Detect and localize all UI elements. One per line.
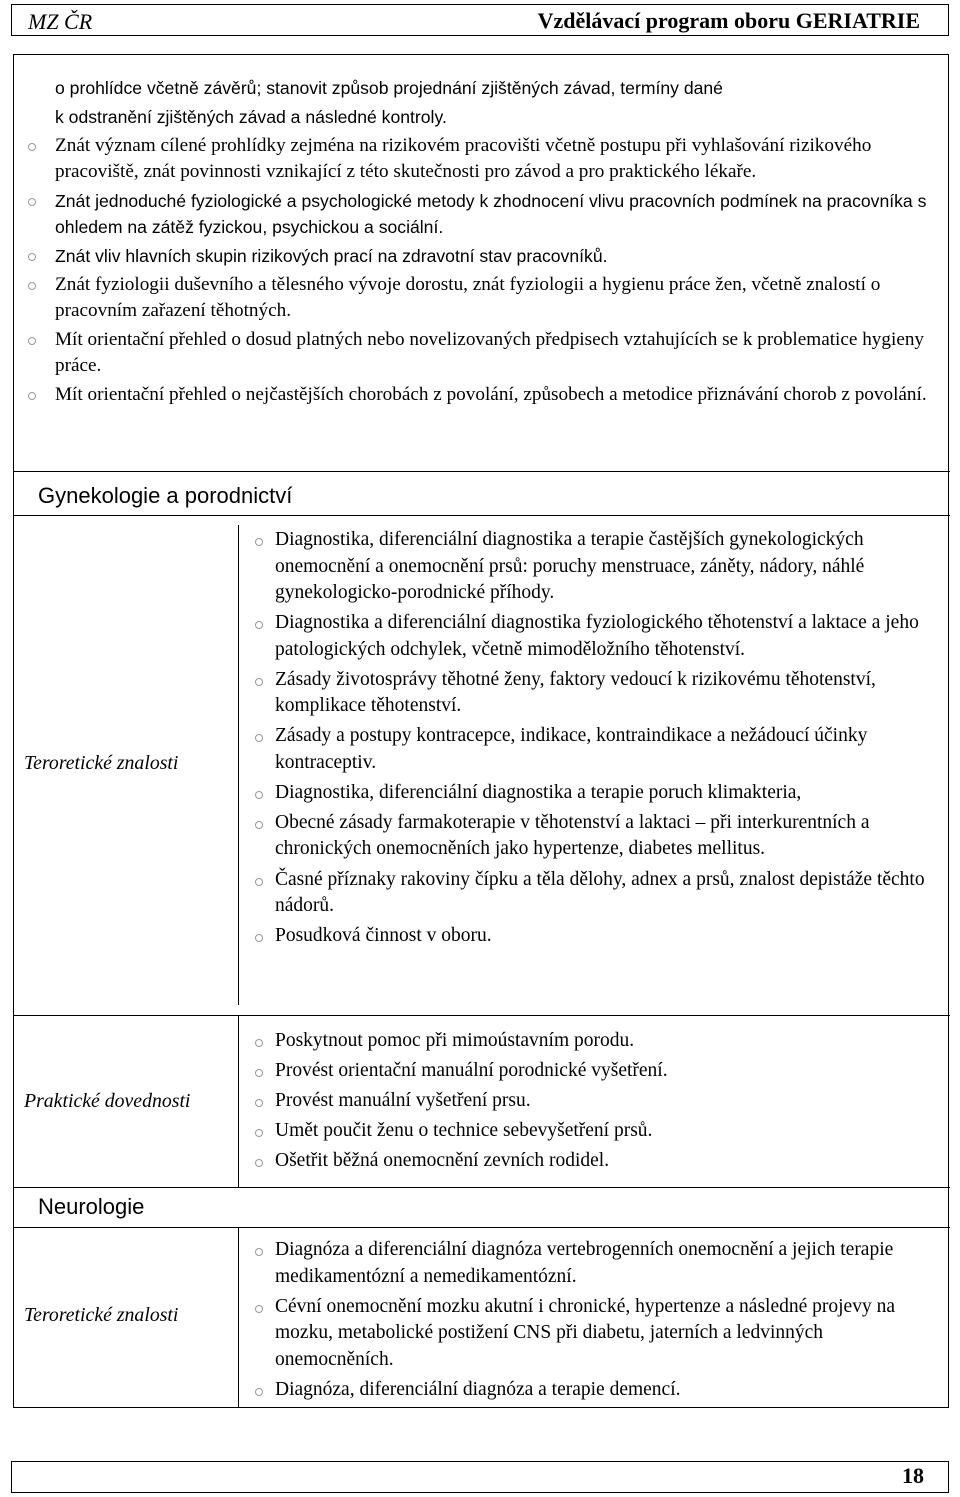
gyn-theory-cell	[239, 527, 944, 953]
intro-continuation-line: o prohlídce včetně závěrů; stanovit způsob projednání zjištěných závad, termíny dané	[55, 78, 723, 98]
bullet-icon	[255, 1099, 263, 1107]
bullet-icon	[255, 791, 263, 799]
list-item: Poskytnout pomoc při mimoústavním porodu.	[239, 1028, 944, 1055]
list-item: Diagnostika a diferenciální diagnostika fyziologického těhotenství a laktace a jeho patologických odchylek, včetně mimoděložního těhotenství.	[239, 610, 944, 663]
bullet-icon	[255, 821, 263, 829]
list-item: Znát jednoduché fyziologické a psychologické metody k zhodnocení vlivu pracovních podmínek na pracovníka s ohledem na zátěž fyzickou, psychickou a sociální.	[14, 188, 950, 240]
divider	[14, 1187, 950, 1188]
list-item: Provést manuální vyšetření prsu.	[239, 1088, 944, 1115]
intro-continuation-line: k odstranění zjištěných závad a následné kontroly.	[55, 107, 447, 127]
divider	[14, 515, 950, 516]
page-number: 18	[902, 1463, 924, 1488]
divider	[14, 1227, 950, 1228]
page-footer	[11, 1461, 949, 1493]
list-item: Mít orientační přehled o dosud platných nebo novelizovaných předpisech vztahujících se k problematice hygieny práce.	[14, 327, 950, 379]
intro-section	[14, 75, 950, 411]
bullet-icon	[28, 253, 36, 261]
list-item: Diagnóza, diferenciální diagnóza a terapie demencí.	[239, 1377, 944, 1404]
bullet-icon	[255, 1388, 263, 1396]
list-item: Znát vliv hlavních skupin rizikových prací na zdravotní stav pracovníků.	[14, 243, 950, 269]
list-item: Obecné zásady farmakoterapie v těhotenství a laktaci – při interkurentních a chronických onemocněních jako hypertenze, diabetes mellitus.	[239, 810, 944, 863]
bullet-icon	[28, 282, 36, 290]
row-label-theory: Teroretické znalosti	[24, 752, 179, 774]
bullet-icon	[255, 678, 263, 686]
bullet-icon	[255, 1159, 263, 1167]
list-item: Posudková činnost v oboru.	[239, 923, 944, 950]
section-title-neurology: Neurologie	[38, 1194, 145, 1219]
bullet-icon	[255, 934, 263, 942]
content-frame	[13, 54, 949, 1408]
divider	[14, 1015, 950, 1016]
neuro-theory-cell	[239, 1237, 944, 1407]
divider	[14, 471, 950, 472]
list-item: Diagnóza a diferenciální diagnóza vertebrogenních onemocnění a jejich terapie medikamentózní a nemedikamentózní.	[239, 1237, 944, 1290]
gyn-theory-list	[239, 527, 944, 950]
list-item: Znát fyziologii duševního a tělesného vývoje dorostu, znát fyziologii a hygienu práce žen, včetně znalostí o pracovním zařazení těhotných.	[14, 272, 950, 324]
bullet-icon	[28, 143, 36, 151]
list-item: Umět poučit ženu o technice sebevyšetření prsů.	[239, 1118, 944, 1145]
gyn-practice-cell	[239, 1028, 944, 1178]
bullet-icon	[255, 1069, 263, 1077]
list-item: Znát význam cílené prohlídky zejména na rizikovém pracovišti včetně postupu při vyhlašování rizikového pracoviště, znát povinnosti vznikající z této skutečnosti pro závod a pro praktického lékaře.	[14, 133, 950, 185]
neuro-theory-list	[239, 1237, 944, 1403]
list-item: Zásady životosprávy těhotné ženy, faktory vedoucí k rizikovému těhotenství, komplikace těhotenství.	[239, 667, 944, 720]
header-program-title: Vzdělávací program oboru GERIATRIE	[537, 8, 920, 33]
bullet-icon	[255, 734, 263, 742]
bullet-icon	[255, 621, 263, 629]
list-item: Mít orientační přehled o nejčastějších chorobách z povolání, způsobech a metodice přiznávání chorob z povolání.	[14, 382, 950, 408]
list-item: Provést orientační manuální porodnické vyšetření.	[239, 1058, 944, 1085]
list-item: Zásady a postupy kontracepce, indikace, kontraindikace a nežádoucí účinky kontraceptiv.	[239, 723, 944, 776]
row-label-theory: Teroretické znalosti	[24, 1304, 179, 1326]
bullet-icon	[28, 337, 36, 345]
list-item: Časné příznaky rakoviny čípku a těla dělohy, adnex a prsů, znalost depistáže těchto nádorů.	[239, 867, 944, 920]
bullet-icon	[255, 878, 263, 886]
list-item: Diagnostika, diferenciální diagnostika a terapie častějších gynekologických onemocnění a onemocnění prsů: poruchy menstruace, záněty, nádory, náhlé gynekologicko-porodnické příhody.	[239, 527, 944, 607]
list-item: Ošetřit běžná onemocnění zevních rodidel.	[239, 1148, 944, 1175]
page-header	[11, 4, 949, 36]
bullet-icon	[28, 392, 36, 400]
intro-list	[14, 133, 950, 408]
header-ministry: MZ ČR	[28, 9, 93, 34]
bullet-icon	[255, 538, 263, 546]
bullet-icon	[255, 1039, 263, 1047]
list-item: Diagnostika, diferenciální diagnostika a terapie poruch klimakteria,	[239, 780, 944, 807]
list-item: Cévní onemocnění mozku akutní i chronické, hypertenze a následné projevy na mozku, metabolické postižení CNS při diabetu, jaterních a ledvinných onemocněních.	[239, 1294, 944, 1374]
row-label-practice: Praktické dovednosti	[24, 1090, 191, 1112]
section-title-gynecology: Gynekologie a porodnictví	[38, 483, 293, 508]
gyn-practice-list	[239, 1028, 944, 1175]
bullet-icon	[28, 198, 36, 206]
bullet-icon	[255, 1129, 263, 1137]
bullet-icon	[255, 1248, 263, 1256]
bullet-icon	[255, 1305, 263, 1313]
